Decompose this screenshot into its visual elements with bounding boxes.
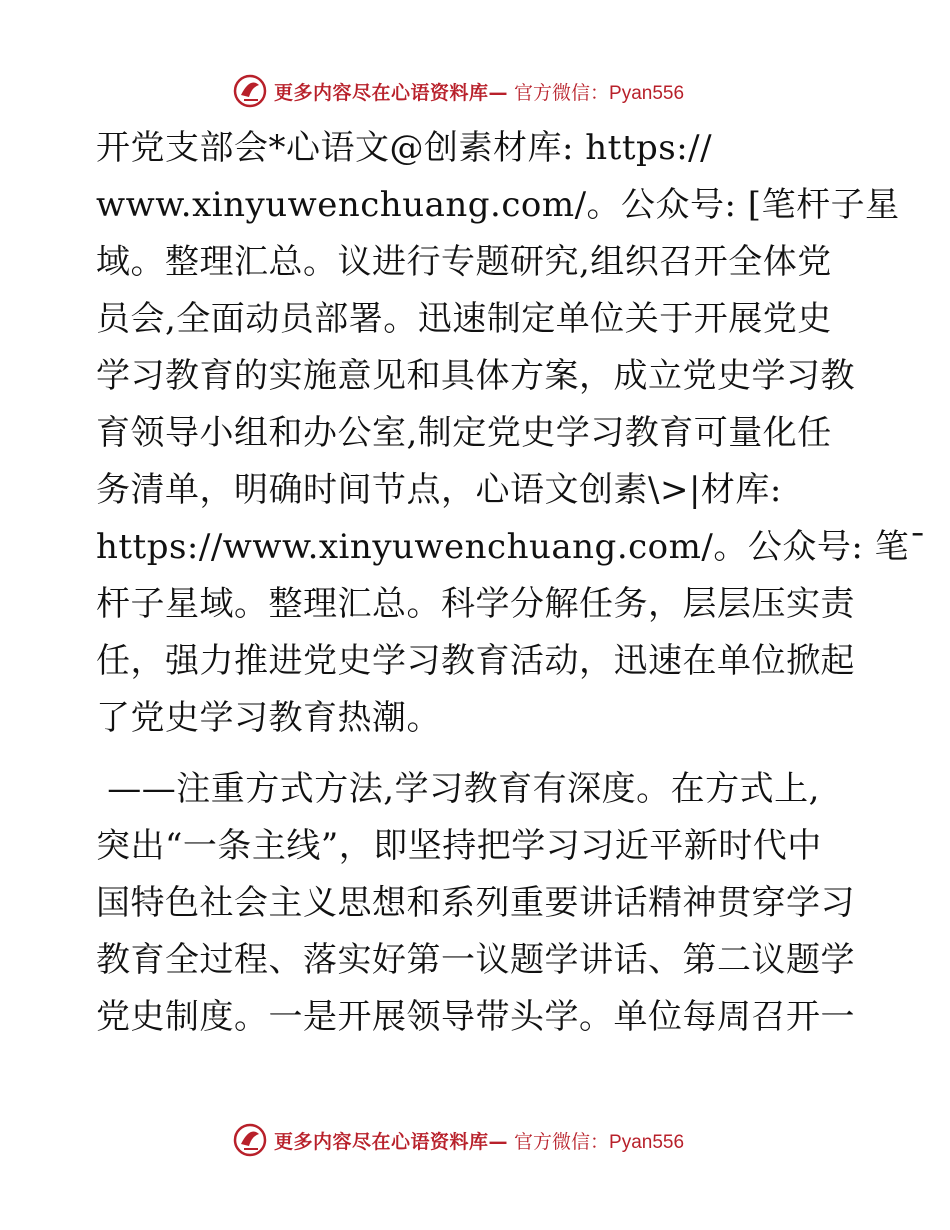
header-watermark [232,71,684,111]
text-line: 了党史学习教育热潮。 [96,698,441,738]
text-line: www.xinyuwenchuang.com/。公众号: [笔杆子星 [96,185,900,225]
watermark-contact: 官方微信：Pyan556 [514,1131,685,1153]
text-line: ——注重方式方法,学习教育有深度。在方式上, [96,769,820,809]
watermark-text: 更多内容尽在心语资料库— [274,1130,509,1153]
watermark-text: 更多内容尽在心语资料库— [274,81,509,104]
text-line: 员会,全面动员部署。迅速制定单位关于开展党史 [96,299,832,339]
text-line: 域。整理汇总。议进行专题研究,组织召开全体党 [96,242,832,282]
seal-logo-icon [232,1122,268,1158]
paragraph [96,120,927,747]
text-line: 学习教育的实施意见和具体方案，成立党史学习教 [96,356,855,396]
document-body [96,120,927,1046]
footer-watermark [232,1120,684,1160]
text-line: 突出“一条主线”，即坚持把学习习近平新时代中 [96,826,822,866]
paragraph-spacer [96,747,866,761]
text-line: 国特色社会主义思想和系列重要讲话精神贯穿学习 [96,883,855,923]
text-line: https://www.xinyuwenchuang.com/。公众号: 笔¯ [96,527,927,567]
text-line: 开党支部会*心语文@创素材库: https:// [96,128,713,168]
seal-logo-icon [232,73,268,109]
text-line: 务清单，明确时间节点，心语文创素\>|材库: [96,470,782,510]
watermark-contact: 官方微信：Pyan556 [514,82,685,104]
text-line: 任，强力推进党史学习教育活动，迅速在单位掀起 [96,641,855,681]
paragraph [96,761,866,1046]
text-line: 育领导小组和办公室,制定党史学习教育可量化任 [96,413,832,453]
text-line: 杆子星域。整理汇总。科学分解任务，层层压实责 [96,584,855,624]
text-line: 教育全过程、落实好第一议题学讲话、第二议题学 [96,940,855,980]
text-line: 党史制度。一是开展领导带头学。单位每周召开一 [96,997,855,1037]
